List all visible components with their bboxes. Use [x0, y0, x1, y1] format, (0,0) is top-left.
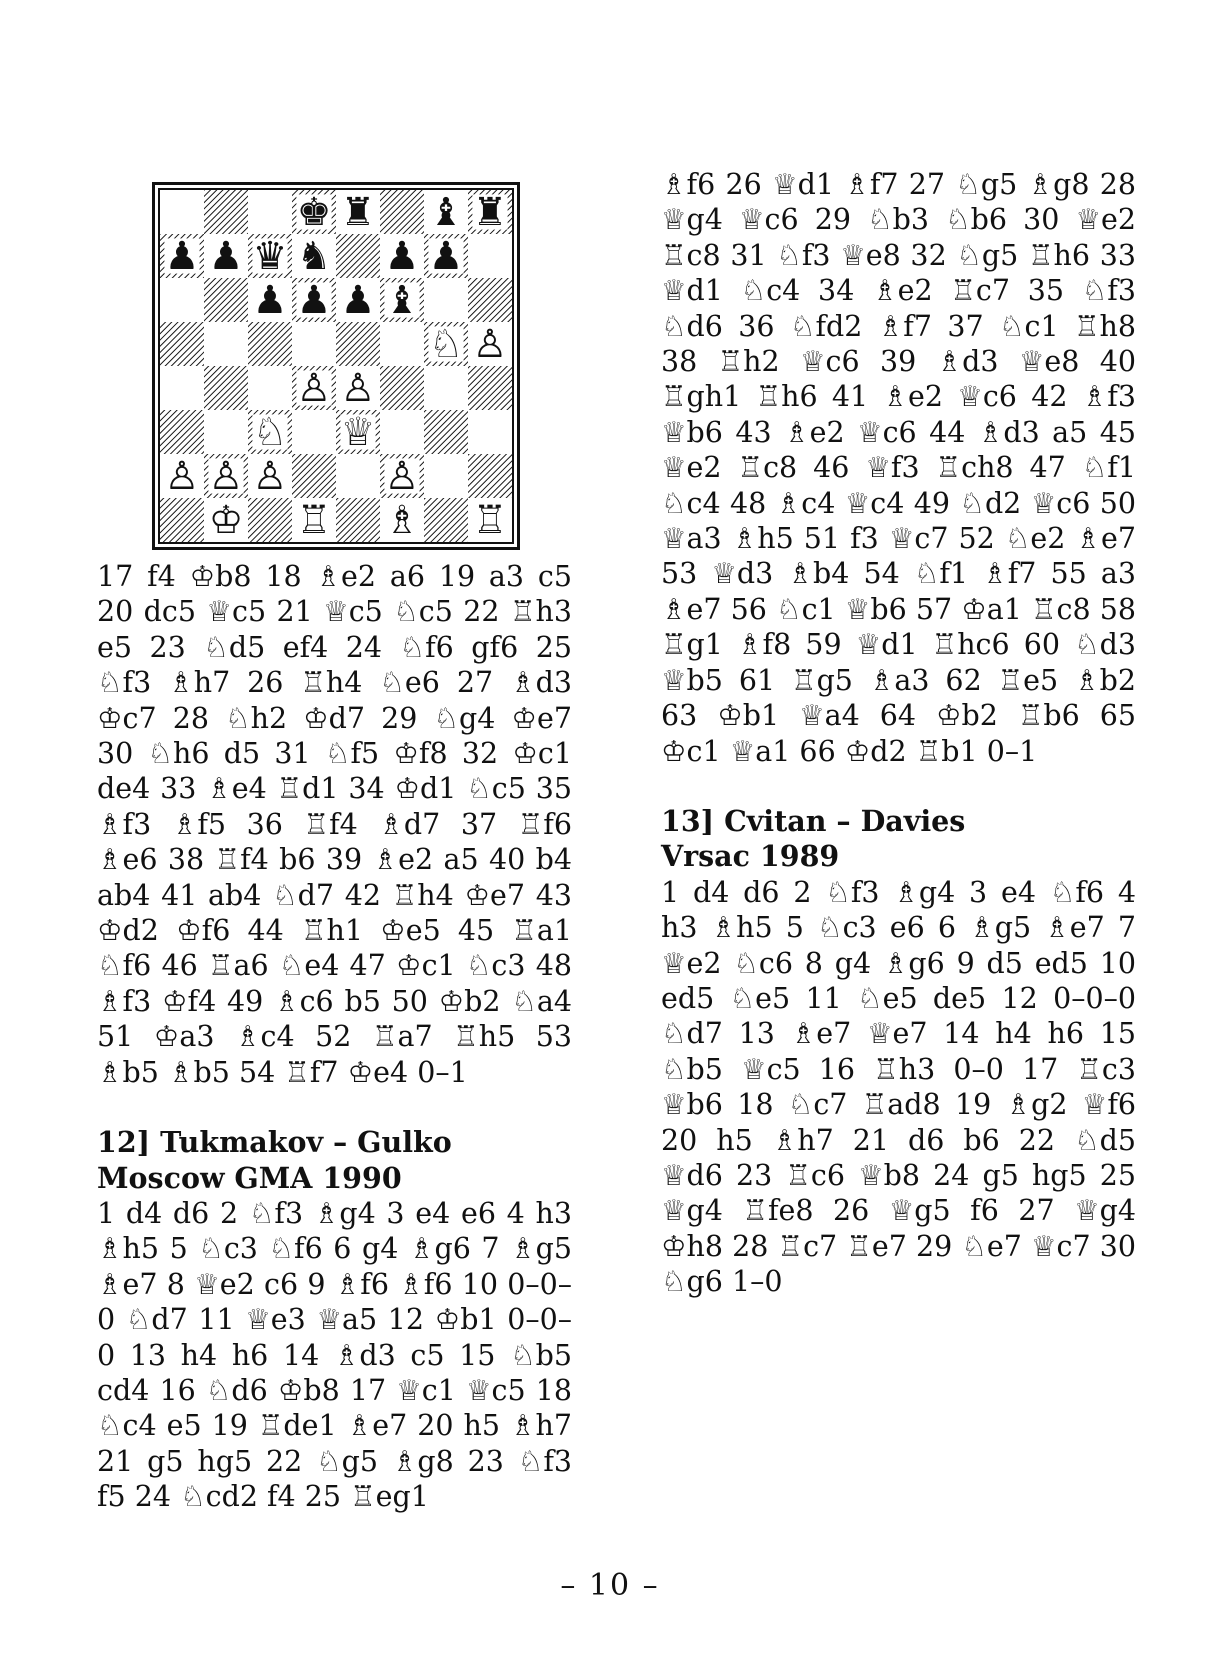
game12-moves-continued: ♗f6 26 ♕d1 ♗f7 27 ♘g5 ♗g8 28 ♕g4 ♕c6 29 ♘b3 ♘b6 30 ♕e2 ♖c8 31 ♘f3 ♕e8 32 ♘g5 ♖h6 33 ♕d1 ♘c4 34 ♗e2 ♖c7 35 ♘f3 ♘d6 36 ♘fd2 ♗f7 37 ♘c1 ♖h8 38 ♖h2 ♕c6 39 ♗d3 ♕e8 40 ♖gh1 ♖h6 41 ♗e2 ♕c6 42 ♗f3 ♕b6 43 ♗e2 ♕c6 44 ♗d3 a5 45 ♕e2 ♖c8 46 ♕f3 ♖ch8 47 ♘f1 ♘c4 48 ♗c4 ♕c4 49 ♘d2 ♕c6 50 ♕a3 ♗h5 51 f3 ♕c7 52 ♘e2 ♗e7 53 ♕d3 ♗b4 54 ♘f1 ♗f7 55 a3 ♗e7 56 ♘c1 ♕b6 57 ♔a1 ♖c8 58 ♖g1 ♗f8 59 ♕d1 ♖hc6 60 ♘d3 ♕b5 61 ♖g5 ♗a3 62 ♖e5 ♗b2 63 ♔b1 ♕a4 64 ♔b2 ♖b6 65 ♔c1 ♕a1 66 ♔d2 ♖b1 0–1: [661, 168, 1136, 768]
chess-piece: ♟: [208, 234, 244, 280]
chess-piece: ♘: [252, 410, 288, 456]
dark-square: [160, 498, 204, 542]
light-square: [292, 410, 336, 454]
light-square: [160, 366, 204, 410]
dark-square: [336, 234, 380, 278]
dark-square: [424, 498, 468, 542]
chess-piece: ♟: [340, 278, 376, 324]
chess-piece: ♟: [296, 278, 332, 324]
dark-square: [292, 454, 336, 498]
chess-piece: ♟: [164, 234, 200, 280]
light-square: [424, 366, 468, 410]
dark-square: [468, 454, 512, 498]
chess-piece: ♙: [340, 366, 376, 412]
light-square: [204, 410, 248, 454]
dark-square: [248, 322, 292, 366]
chess-piece: ♕: [340, 410, 376, 456]
dark-square: [336, 498, 380, 542]
dark-square: [468, 278, 512, 322]
chess-piece: ♙: [252, 454, 288, 500]
light-square: [424, 454, 468, 498]
game13-title: 13] Cvitan – Davies: [661, 803, 966, 838]
chess-board: [160, 190, 512, 542]
dark-square: [380, 366, 424, 410]
game12-moves: 1 d4 d6 2 ♘f3 ♗g4 3 e4 e6 4 h3 ♗h5 5 ♘c3 ♘f6 6 g4 ♗g6 7 ♗g5 ♗e7 8 ♕e2 c6 9 ♗f6 ♗f6 10 0–0–0 ♘d7 11 ♕e3 ♕a5 12 ♔b1 0–0–0 13 h4 h6 14 ♗d3 c5 15 ♘b5 cd4 16 ♘d6 ♔b8 17 ♕c1 ♕c5 18 ♘c4 e5 19 ♖de1 ♗e7 20 h5 ♗h7 21 g5 hg5 22 ♘g5 ♗g8 23 ♘f3 f5 24 ♘cd2 f4 25 ♖eg1: [97, 1196, 572, 1514]
chess-piece: ♔: [208, 498, 244, 542]
page-number: – 10 –: [560, 1568, 660, 1603]
dark-square: [380, 190, 424, 234]
chess-piece: ♟: [384, 234, 420, 280]
dark-square: [424, 410, 468, 454]
light-square: [248, 190, 292, 234]
light-square: [468, 410, 512, 454]
light-square: [380, 322, 424, 366]
light-square: [380, 410, 424, 454]
game13-header: [661, 804, 1136, 875]
light-square: [160, 190, 204, 234]
light-square: [292, 322, 336, 366]
chess-piece: ♜: [472, 190, 508, 236]
dark-square: [204, 278, 248, 322]
game12-title: 12] Tukmakov – Gulko: [97, 1125, 452, 1160]
chess-piece: ♖: [472, 498, 508, 542]
chess-piece: ♟: [252, 278, 288, 324]
chess-piece: ♙: [296, 366, 332, 412]
light-square: [468, 234, 512, 278]
game13-moves: 1 d4 d6 2 ♘f3 ♗g4 3 e4 ♘f6 4 h3 ♗h5 5 ♘c3 e6 6 ♗g5 ♗e7 7 ♕e2 ♘c6 8 g4 ♗g6 9 d5 ed5 10 ed5 ♘e5 11 ♘e5 de5 12 0–0–0 ♘d7 13 ♗e7 ♕e7 14 h4 h6 15 ♘b5 ♕c5 16 ♖h3 0–0 17 ♖c3 ♕b6 18 ♘c7 ♖ad8 19 ♗g2 ♕f6 20 h5 ♗h7 21 d6 b6 22 ♘d5 ♕d6 23 ♖c6 ♕b8 24 g5 hg5 25 ♕g4 ♖fe8 26 ♕g5 f6 27 ♕g4 ♔h8 28 ♖c7 ♖e7 29 ♘e7 ♕c7 30 ♘g6 1–0: [661, 875, 1136, 1299]
dark-square: [160, 322, 204, 366]
chess-piece: ♟: [428, 234, 464, 280]
game12-header: [97, 1125, 572, 1196]
chess-piece: ♚: [296, 190, 332, 236]
chess-piece: ♞: [296, 234, 332, 280]
dark-square: [468, 366, 512, 410]
light-square: [204, 322, 248, 366]
chess-piece: ♖: [296, 498, 332, 542]
game13-event: Vrsac 1989: [661, 839, 840, 874]
dark-square: [204, 190, 248, 234]
chess-piece: ♗: [384, 498, 420, 542]
chess-piece: ♝: [428, 190, 464, 236]
light-square: [160, 278, 204, 322]
game12-event: Moscow GMA 1990: [97, 1160, 402, 1195]
chess-piece: ♜: [340, 190, 376, 236]
chess-piece: ♛: [252, 234, 288, 280]
light-square: [424, 278, 468, 322]
chess-piece: ♙: [208, 454, 244, 500]
dark-square: [336, 322, 380, 366]
chess-piece: ♙: [472, 322, 508, 368]
chess-piece: ♝: [384, 278, 420, 324]
dark-square: [160, 410, 204, 454]
light-square: [336, 454, 380, 498]
light-square: [248, 366, 292, 410]
left-column: [97, 559, 572, 1515]
chess-piece: ♙: [384, 454, 420, 500]
dark-square: [248, 498, 292, 542]
chess-piece: ♘: [428, 322, 464, 368]
dark-square: [204, 366, 248, 410]
right-column: [661, 167, 1136, 1300]
chess-diagram: [152, 182, 520, 550]
game11-moves: 17 f4 ♔b8 18 ♗e2 a6 19 a3 c5 20 dc5 ♕c5 21 ♕c5 ♘c5 22 ♖h3 e5 23 ♘d5 ef4 24 ♘f6 gf6 25 ♘f3 ♗h7 26 ♖h4 ♘e6 27 ♗d3 ♔c7 28 ♘h2 ♔d7 29 ♘g4 ♔e7 30 ♘h6 d5 31 ♘f5 ♔f8 32 ♔c1 de4 33 ♗e4 ♖d1 34 ♔d1 ♘c5 35 ♗f3 ♗f5 36 ♖f4 ♗d7 37 ♖f6 ♗e6 38 ♖f4 b6 39 ♗e2 a5 40 b4 ab4 41 ab4 ♘d7 42 ♖h4 ♔e7 43 ♔d2 ♔f6 44 ♖h1 ♔e5 45 ♖a1 ♘f6 46 ♖a6 ♘e4 47 ♔c1 ♘c3 48 ♗f3 ♔f4 49 ♗c6 b5 50 ♔b2 ♘a4 51 ♔a3 ♗c4 52 ♖a7 ♖h5 53 ♗b5 ♗b5 54 ♖f7 ♔e4 0–1: [97, 560, 572, 1089]
chess-piece: ♙: [164, 454, 200, 500]
